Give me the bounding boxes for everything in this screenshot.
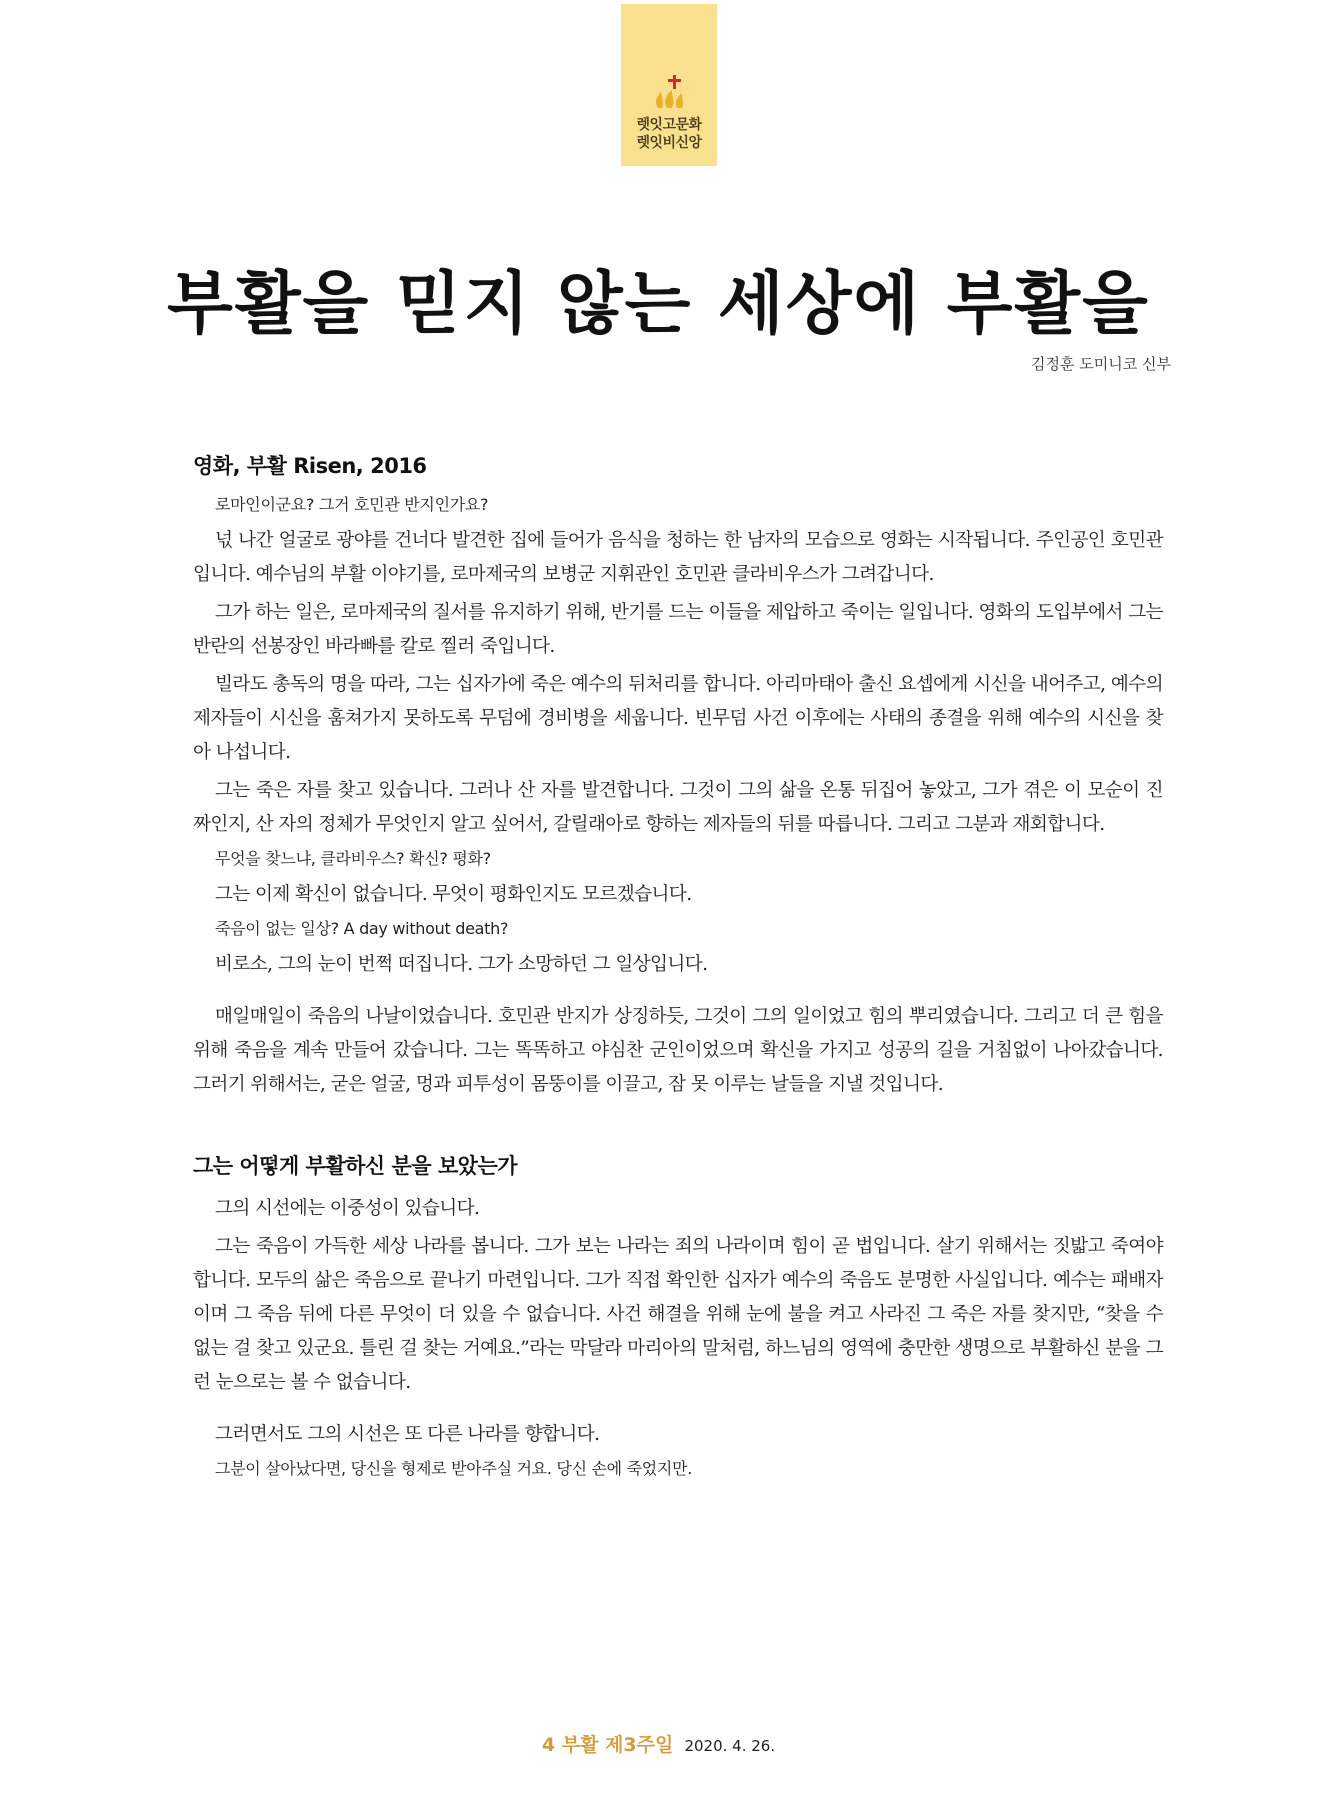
badge-line-2: 렛잇비신앙 — [636, 135, 702, 151]
flame-icon — [676, 93, 683, 108]
paragraph: 그러면서도 그의 시선은 또 다른 나라를 향합니다. — [215, 1424, 600, 1445]
badge-line-1: 렛잇고문화 — [636, 117, 702, 133]
quote-line: 그분이 살아났다면, 당신을 형제로 받아주실 거요. 당신 손에 죽었지만. — [215, 1459, 693, 1478]
quote-line: 무엇을 찾느냐, 클라비우스? 확신? 평화? — [215, 849, 491, 868]
flame-icon — [665, 90, 673, 108]
paragraph: 그의 시선에는 이중성이 있습니다. — [215, 1198, 480, 1219]
flame-icon — [656, 92, 663, 108]
brand-badge — [621, 4, 717, 166]
paragraph: 그는 이제 확신이 없습니다. 무엇이 평화인지도 모르겠습니다. — [215, 884, 692, 905]
page-footer — [0, 1730, 1317, 1757]
paragraph: 넋 나간 얼굴로 광야를 건너다 발견한 집에 들어가 음식을 청하는 한 남자의 모습으로 영화는 시작됩니다. 주인공인 호민관입니다. 예수님의 부활 이야기를, 로마제국의 보병군 지휘관인 호민관 클라비우스가 그려갑니다. — [193, 530, 1163, 585]
quote-line: 로마인이군요? 그거 호민관 반지인가요? — [215, 495, 489, 514]
footer-date: 2020. 4. 26. — [684, 1737, 776, 1755]
quote-line: 죽음이 없는 일상? A day without death? — [215, 919, 509, 938]
paragraph: 비로소, 그의 눈이 번쩍 떠집니다. 그가 소망하던 그 일상입니다. — [215, 954, 708, 975]
article-body — [193, 450, 1163, 1488]
cross-icon — [668, 75, 681, 89]
article-author: 김정훈 도미니코 신부 — [1031, 355, 1171, 373]
paragraph: 빌라도 총독의 명을 따라, 그는 십자가에 죽은 예수의 뒤처리를 합니다. 아리마태아 출신 요셉에게 시신을 내어주고, 예수의 제자들이 시신을 훔쳐가지 못하도록 무덤에 경비병을 세웁니다. 빈무덤 사건 이후에는 사태의 종결을 위해 예수의 시신을 찾아 나섭니다. — [193, 674, 1163, 763]
paragraph: 그는 죽음이 가득한 세상 나라를 봅니다. 그가 보는 나라는 죄의 나라이며 힘이 곧 법입니다. 살기 위해서는 짓밟고 죽여야 합니다. 모두의 삶은 죽음으로 끝나기 마련입니다. 그가 직접 확인한 십자가 예수의 죽음도 분명한 사실입니다. 예수는 패배자이며 그 죽음 뒤에 다른 무엇이 더 있을 수 없습니다. 사건 해결을 위해 눈에 불을 켜고 사라진 그 죽은 자를 찾지만, “찾을 수 없는 걸 찾고 있군요. 틀린 걸 찾는 거예요.”라는 막달라 마리아의 말처럼, 하느님의 영역에 충만한 생명으로 부활하신 분을 그런 눈으로는 볼 수 없습니다. — [193, 1236, 1163, 1393]
paragraph: 매일매일이 죽음의 나날이었습니다. 호민관 반지가 상징하듯, 그것이 그의 일이었고 힘의 뿌리였습니다. 그리고 더 큰 힘을 위해 죽음을 계속 만들어 갔습니다. 그는 똑똑하고 야심찬 군인이었으며 확신을 가지고 성공의 길을 거침없이 나아갔습니다. 그러기 위해서는, 굳은 얼굴, 멍과 피투성이 몸뚱이를 이끌고, 잠 못 이루는 날들을 지낼 것입니다. — [193, 1006, 1163, 1095]
cross-flame-logo-icon — [621, 74, 717, 110]
footer-sunday: 4 부활 제3주일 — [541, 1734, 674, 1756]
section-heading: 영화, 부활 Risen, 2016 — [193, 454, 427, 478]
paragraph: 그는 죽은 자를 찾고 있습니다. 그러나 산 자를 발견합니다. 그것이 그의 삶을 온통 뒤집어 놓았고, 그가 겪은 이 모순이 진짜인지, 산 자의 정체가 무엇인지 알고 싶어서, 갈릴래아로 향하는 제자들의 뒤를 따릅니다. 그리고 그분과 재회합니다. — [193, 780, 1163, 835]
paragraph: 그가 하는 일은, 로마제국의 질서를 유지하기 위해, 반기를 드는 이들을 제압하고 죽이는 일입니다. 영화의 도입부에서 그는 반란의 선봉장인 바라빠를 칼로 찔러 죽입니다. — [193, 602, 1163, 657]
article-title: 부활을 믿지 않는 세상에 부활을 — [167, 265, 1150, 344]
section-heading: 그는 어떻게 부활하신 분을 보았는가 — [193, 1154, 518, 1178]
